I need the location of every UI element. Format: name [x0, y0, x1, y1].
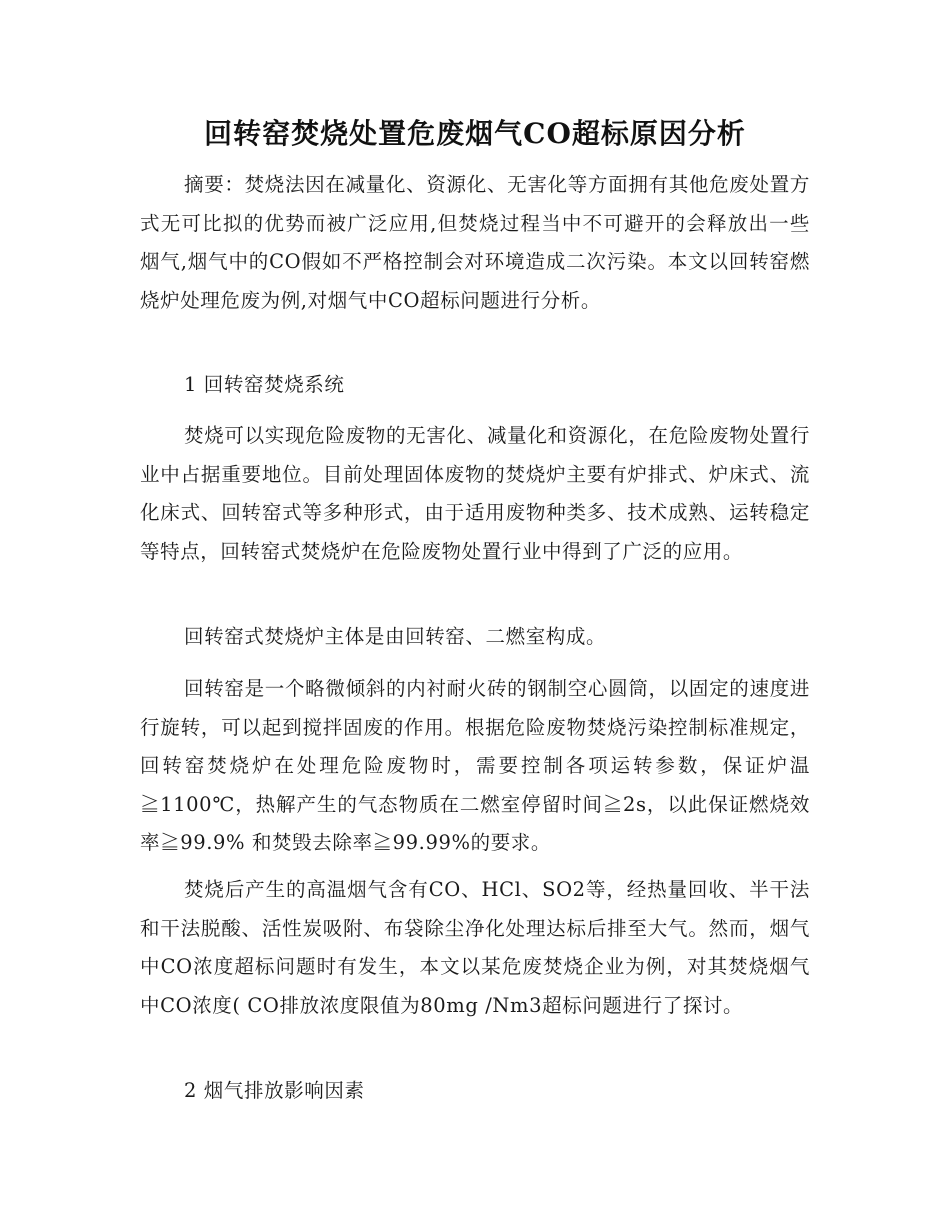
section-2-heading: 2 烟气排放影响因素 [184, 1079, 365, 1102]
document-title: 回转窑焚烧处置危废烟气CO超标原因分析 [204, 117, 746, 150]
section-1-heading: 1 回转窑焚烧系统 [184, 373, 345, 396]
body-paragraph-4: 焚烧后产生的高温烟气含有CO、HCl、SO2等，经热量回收、半干法和干法脱酸、活性炭吸附、布袋除尘净化处理达标后排至大气。然而，烟气中CO浓度超标问题时有发生，本文以某危废焚烧企业为例，对其焚烧烟气中CO浓度( CO排放浓度限值为80mg /Nm3超标问题进行了探讨。 [140, 878, 810, 1017]
body-paragraph-3: 回转窑是一个略微倾斜的内衬耐火砖的钢制空心圆筒，以固定的速度进行旋转，可以起到搅拌固废的作用。根据危险废物焚烧污染控制标准规定，回转窑焚烧炉在处理危险废物时，需要控制各项运转参数，保证炉温≧1100℃，热解产生的气态物质在二燃室停留时间≧2s，以此保证燃烧效率≧99.9% 和焚毁去除率≧99.99%的要求。 [140, 677, 810, 854]
abstract-paragraph: 摘要：焚烧法因在减量化、资源化、无害化等方面拥有其他危废处置方式无可比拟的优势而被广泛应用,但焚烧过程当中不可避开的会释放出一些烟气,烟气中的CO假如不严格控制会对环境造成二次污染。本文以回转窑燃烧炉处理危废为例,对烟气中CO超标问题进行分析。 [140, 173, 810, 312]
body-paragraph-1: 焚烧可以实现危险废物的无害化、减量化和资源化，在危险废物处置行业中占据重要地位。目前处理固体废物的焚烧炉主要有炉排式、炉床式、流化床式、回转窑式等多种形式，由于适用废物种类多、技术成熟、运转稳定等特点，回转窑式焚烧炉在危险废物处置行业中得到了广泛的应用。 [140, 424, 810, 563]
body-paragraph-2: 回转窑式焚烧炉主体是由回转窑、二燃室构成。 [184, 625, 607, 648]
